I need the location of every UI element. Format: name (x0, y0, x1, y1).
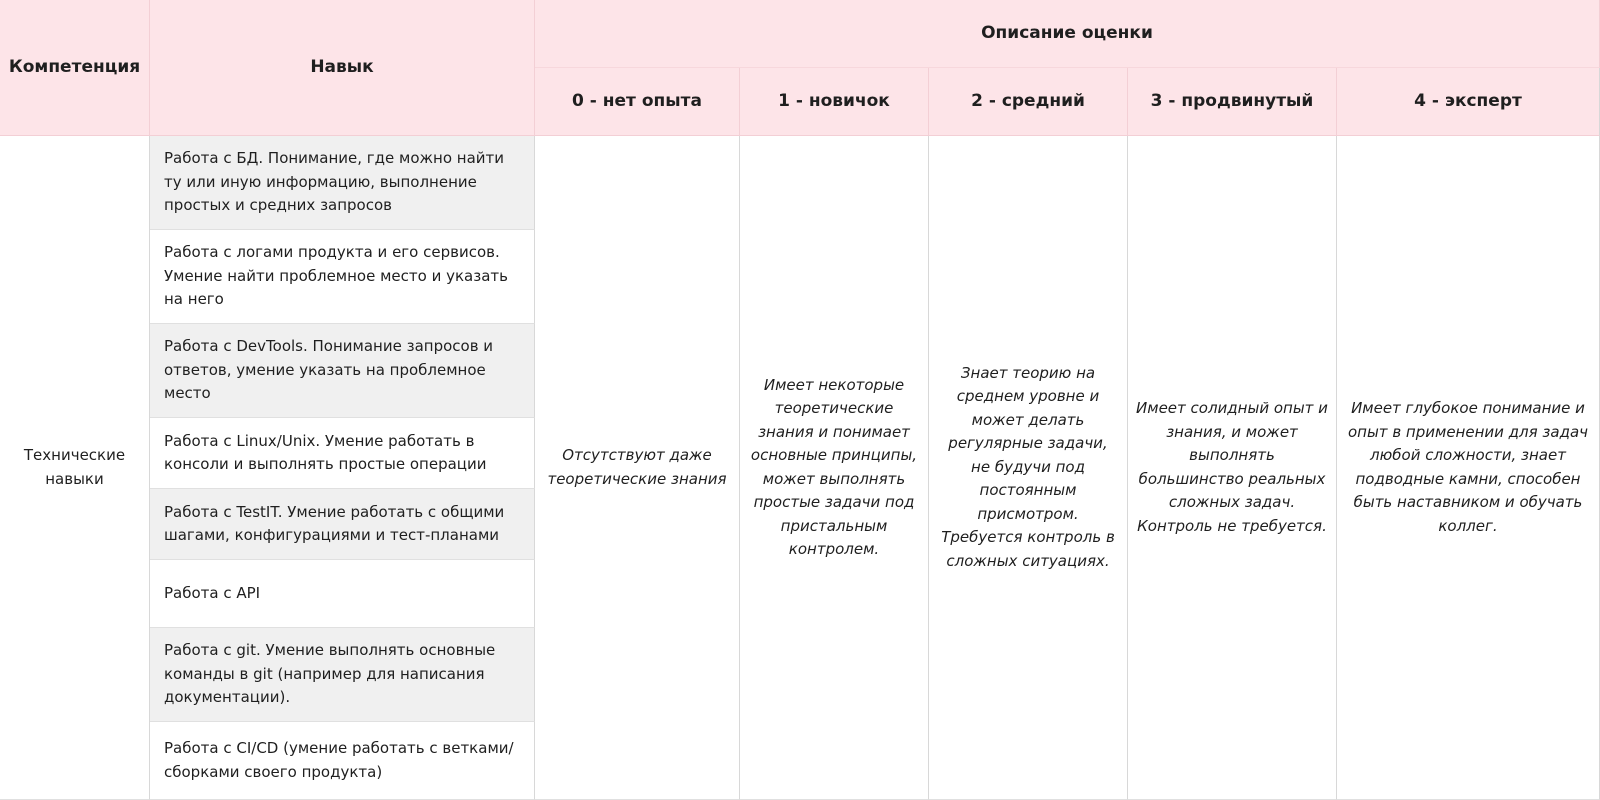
description-level-0: Отсутствуют даже теоретические знания (535, 136, 740, 800)
competency-cell: Технические навыки (0, 136, 150, 800)
description-level-1: Имеет некоторые теоретические знания и понимает основные принципы, может выполнять простые задачи под пристальным контролем. (740, 136, 929, 800)
skill-row: Работа с Linux/Unix. Умение работать в консоли и выполнять простые операции (150, 418, 535, 489)
skill-row: Работа с логами продукта и его сервисов. Умение найти проблемное место и указать на него (150, 230, 535, 324)
description-level-2: Знает теорию на среднем уровне и может делать регулярные задачи, не будучи под постоянным присмотром. Требуется контроль в сложных ситуациях. (929, 136, 1128, 800)
header-competency: Компетенция (0, 0, 150, 136)
skill-row: Работа с git. Умение выполнять основные команды в git (например для написания документации). (150, 628, 535, 722)
header-level-3: 3 - продвинутый (1128, 68, 1337, 136)
header-level-2: 2 - средний (929, 68, 1128, 136)
description-level-3: Имеет солидный опыт и знания, и может выполнять большинство реальных сложных задач. Контроль не требуется. (1128, 136, 1337, 800)
skill-row: Работа с БД. Понимание, где можно найти ту или иную информацию, выполнение простых и средних запросов (150, 136, 535, 230)
header-description: Описание оценки (535, 0, 1600, 68)
header-skill: Навык (150, 0, 535, 136)
header-level-0: 0 - нет опыта (535, 68, 740, 136)
skill-row: Работа с API (150, 560, 535, 628)
skill-row: Работа с TestIT. Умение работать с общими шагами, конфигурациями и тест-планами (150, 489, 535, 560)
header-level-1: 1 - новичок (740, 68, 929, 136)
header-level-4: 4 - эксперт (1337, 68, 1600, 136)
skill-row: Работа с CI/CD (умение работать с ветками/сборками своего продукта) (150, 722, 535, 800)
skill-row: Работа с DevTools. Понимание запросов и ответов, умение указать на проблемное место (150, 324, 535, 418)
description-level-4: Имеет глубокое понимание и опыт в применении для задач любой сложности, знает подводные камни, способен быть наставником и обучать коллег. (1337, 136, 1600, 800)
